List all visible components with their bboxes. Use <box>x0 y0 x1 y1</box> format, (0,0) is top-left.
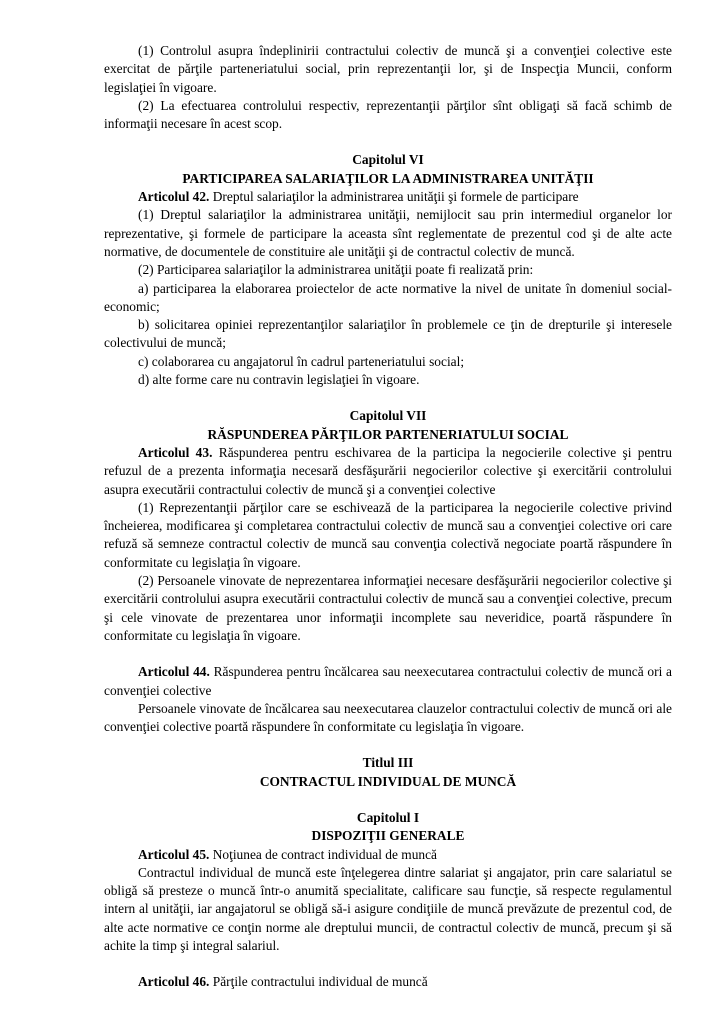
list-item: b) solicitarea opiniei reprezentanţilor salariaţilor în problemele ce ţin de drepturile şi interesele colectivului de muncă; <box>104 317 672 351</box>
chapter-label: Capitolul I <box>356 809 420 825</box>
chapter-title: DISPOZIŢII GENERALE <box>311 828 465 844</box>
paragraph: (2) Participarea salariaţilor la administrarea unităţii poate fi realizată prin: <box>138 262 534 278</box>
list-item: a) participarea la elaborarea proiectelor de acte normative la nivel de unitate în domeniul social-economic; <box>104 280 672 314</box>
paragraph: (2) La efectuarea controlului respectiv, reprezentanţii părţilor sînt obligaţi să facă schimb de informaţii necesare în acest scop. <box>104 97 672 132</box>
article-title: Dreptul salariaţilor la administrarea unităţii şi formele de participare <box>209 189 579 205</box>
chapter-title: RĂSPUNDEREA PĂRŢILOR PARTENERIATULUI SOCIAL <box>207 426 569 442</box>
list-item: c) colaborarea cu angajatorul în cadrul parteneriatului social; <box>138 353 465 369</box>
article-title: Răspunderea pentru eschivarea de la participa la negocierile colective şi pentru refuzul de a prezenta informaţia necesară desfăşurării negocierilor colective şi exercitării controlului asupra executării contractului colectiv de muncă şi a convenţiei colective <box>104 444 672 497</box>
article-title: Noţiunea de contract individual de muncă <box>209 846 437 862</box>
article-title: Părţile contractului individual de muncă <box>209 974 428 990</box>
paragraph: Contractul individual de muncă este înţelegerea dintre salariat şi angajator, prin care salariatul se obligă să presteze o muncă într-o anumită specialitate, calificare sau funcţie, să respecte regulamentul intern al unităţii, iar angajatorul se obligă să-i asigure condiţiile de muncă prevăzute de prezentul cod, de alte acte normative ce conţin norme ale dreptului muncii, de contractul colectiv de muncă, precum şi să achite la timp şi integral salariul. <box>104 864 672 954</box>
paragraph: (1) Reprezentanţii părţilor care se eschivează de la participarea la negocierile colective privind încheierea, modificarea şi completarea contractului colectiv de muncă sau a convenţiei colective ori care refuză să semneze contractul colectiv de muncă sau convenţia colectivă negociate poartă răspundere în conformitate cu legislaţia în vigoare. <box>104 499 672 570</box>
title-label: Titlul III <box>362 755 414 771</box>
title-heading: CONTRACTUL INDIVIDUAL DE MUNCĂ <box>259 773 517 789</box>
paragraph: (1) Dreptul salariaţilor la administrarea unităţii, nemijlocit sau prin intermediul organelor lor reprezentative, şi formele de participare la aceasta sînt reglementate de prezentul cod şi de alte acte normative, de documentele de constituire ale unităţii şi de contractul colectiv de muncă. <box>104 207 672 259</box>
paragraph: (2) Persoanele vinovate de neprezentarea informaţiei necesare desfăşurării negocierilor colective şi exercitării controlului asupra executării contractului colectiv de muncă sau a convenţiei colective, precum şi cele vinovate de prezentarea unor informaţii incomplete sau neveridice, poartă răspundere în conformitate cu legislaţia în vigoare. <box>104 573 672 643</box>
article-label: Articolul 43. <box>138 444 213 460</box>
chapter-title: PARTICIPAREA SALARIAŢILOR LA ADMINISTRAREA UNITĂŢII <box>182 170 594 186</box>
article-label: Articolul 44. <box>138 664 210 680</box>
paragraph: (1) Controlul asupra îndeplinirii contractului colectiv de muncă şi a convenţiei colective este exercitat de părţile parteneriatului social, prin reprezentanţii lor, şi de Inspecţia Muncii, conform legislaţiei în vigoare. <box>104 43 672 95</box>
paragraph: Persoanele vinovate de încălcarea sau neexecutarea clauzelor contractului colectiv de muncă ori ale convenţiei colective poartă răspundere în conformitate cu legislaţia în vigoare. <box>104 700 672 735</box>
article-heading <box>104 846 672 864</box>
article-heading <box>104 973 672 991</box>
article-label: Articolul 45. <box>138 846 210 862</box>
article-heading <box>104 444 672 499</box>
chapter-label: Capitolul VI <box>352 152 424 168</box>
spacer <box>104 736 672 754</box>
article-heading <box>104 188 672 206</box>
article-label: Articolul 42. <box>138 189 210 205</box>
spacer <box>104 389 672 407</box>
article-title: Răspunderea pentru încălcarea sau neexecutarea contractului colectiv de muncă ori a convenţiei colective <box>104 664 673 698</box>
spacer <box>104 133 672 151</box>
list-item: d) alte forme care nu contravin legislaţiei în vigoare. <box>138 372 420 388</box>
spacer <box>104 791 672 809</box>
article-heading <box>104 663 672 700</box>
spacer <box>104 645 672 663</box>
spacer <box>104 955 672 973</box>
chapter-label: Capitolul VII <box>349 408 427 424</box>
article-label: Articolul 46. <box>138 974 210 990</box>
